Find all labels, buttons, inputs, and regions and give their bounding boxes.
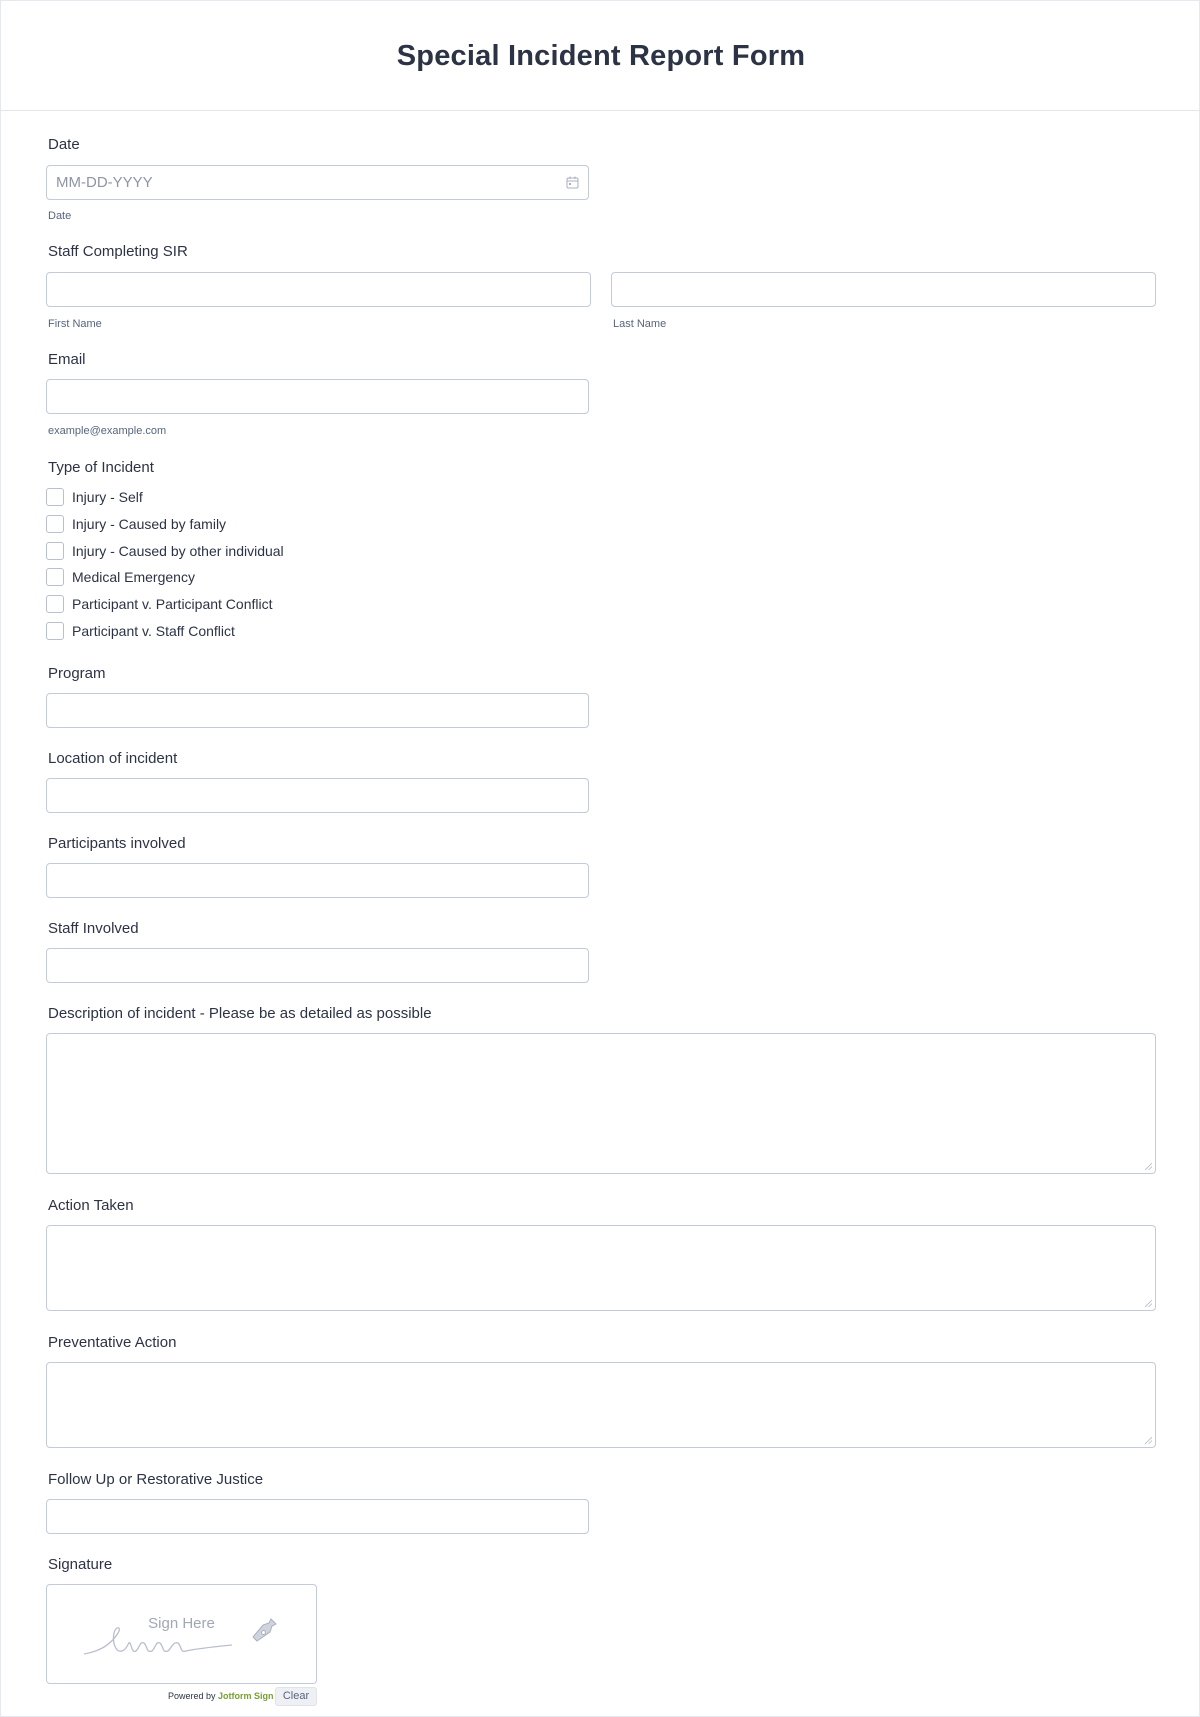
powered-prefix: Powered by xyxy=(168,1691,216,1701)
clear-signature-button[interactable]: Clear xyxy=(275,1687,317,1706)
date-placeholder: MM-DD-YYYY xyxy=(56,174,153,191)
resize-grip-icon[interactable] xyxy=(1145,1300,1152,1307)
staff-label: Staff Completing SIR xyxy=(48,243,188,260)
location-label: Location of incident xyxy=(48,750,178,767)
checkbox-participant-conflict[interactable] xyxy=(46,594,273,614)
followup-label: Follow Up or Restorative Justice xyxy=(48,1471,264,1488)
checkbox[interactable] xyxy=(46,515,64,533)
action-label: Action Taken xyxy=(48,1197,134,1214)
email-sublabel: example@example.com xyxy=(48,425,167,437)
checkbox[interactable] xyxy=(46,568,64,586)
action-textarea[interactable] xyxy=(46,1225,1156,1311)
checkbox-injury-self[interactable] xyxy=(46,487,143,507)
last-name-sublabel: Last Name xyxy=(613,318,667,330)
checkbox[interactable] xyxy=(46,542,64,560)
program-label: Program xyxy=(48,665,106,682)
resize-grip-icon[interactable] xyxy=(1145,1437,1152,1444)
jotform-sign-brand: Jotform Sign xyxy=(218,1691,274,1701)
checkbox-injury-family[interactable] xyxy=(46,514,226,534)
preventative-textarea[interactable] xyxy=(46,1362,1156,1448)
checkbox[interactable] xyxy=(46,622,64,640)
participants-input[interactable] xyxy=(46,863,589,898)
preventative-label: Preventative Action xyxy=(48,1334,177,1351)
incident-type-label: Type of Incident xyxy=(48,459,154,476)
checkbox-medical-emergency[interactable] xyxy=(46,567,195,587)
first-name-sublabel: First Name xyxy=(48,318,102,330)
checkbox-label: Participant v. Staff Conflict xyxy=(72,623,235,639)
participants-label: Participants involved xyxy=(48,835,186,852)
checkbox[interactable] xyxy=(46,488,64,506)
email-input[interactable] xyxy=(46,379,589,414)
checkbox-label: Injury - Caused by other individual xyxy=(72,543,284,559)
date-sublabel: Date xyxy=(48,210,72,222)
form-header xyxy=(1,1,1200,111)
resize-grip-icon[interactable] xyxy=(1145,1163,1152,1170)
checkbox[interactable] xyxy=(46,595,64,613)
scribble-icon xyxy=(82,1621,232,1661)
pen-icon xyxy=(249,1615,279,1645)
calendar-icon[interactable] xyxy=(566,176,579,189)
form-title: Special Incident Report Form xyxy=(396,40,806,72)
date-input[interactable] xyxy=(46,165,589,200)
checkbox-injury-other[interactable] xyxy=(46,541,284,561)
staff-involved-label: Staff Involved xyxy=(48,920,139,937)
checkbox-label: Medical Emergency xyxy=(72,569,195,585)
staff-involved-input[interactable] xyxy=(46,948,589,983)
powered-by xyxy=(168,1691,274,1701)
email-label: Email xyxy=(48,351,86,368)
description-textarea[interactable] xyxy=(46,1033,1156,1174)
location-input[interactable] xyxy=(46,778,589,813)
last-name-input[interactable] xyxy=(611,272,1156,307)
checkbox-label: Injury - Caused by family xyxy=(72,516,227,532)
checkbox-label: Participant v. Participant Conflict xyxy=(72,596,273,612)
checkbox-label: Injury - Self xyxy=(72,489,143,505)
first-name-input[interactable] xyxy=(46,272,591,307)
followup-input[interactable] xyxy=(46,1499,589,1534)
checkbox-staff-conflict[interactable] xyxy=(46,621,235,641)
signature-placeholder: Sign Here xyxy=(148,1615,215,1632)
program-input[interactable] xyxy=(46,693,589,728)
description-label: Description of incident - Please be as detailed as possible xyxy=(48,1005,432,1022)
signature-pad[interactable] xyxy=(46,1584,317,1684)
date-label: Date xyxy=(48,136,80,153)
signature-label: Signature xyxy=(48,1556,113,1573)
